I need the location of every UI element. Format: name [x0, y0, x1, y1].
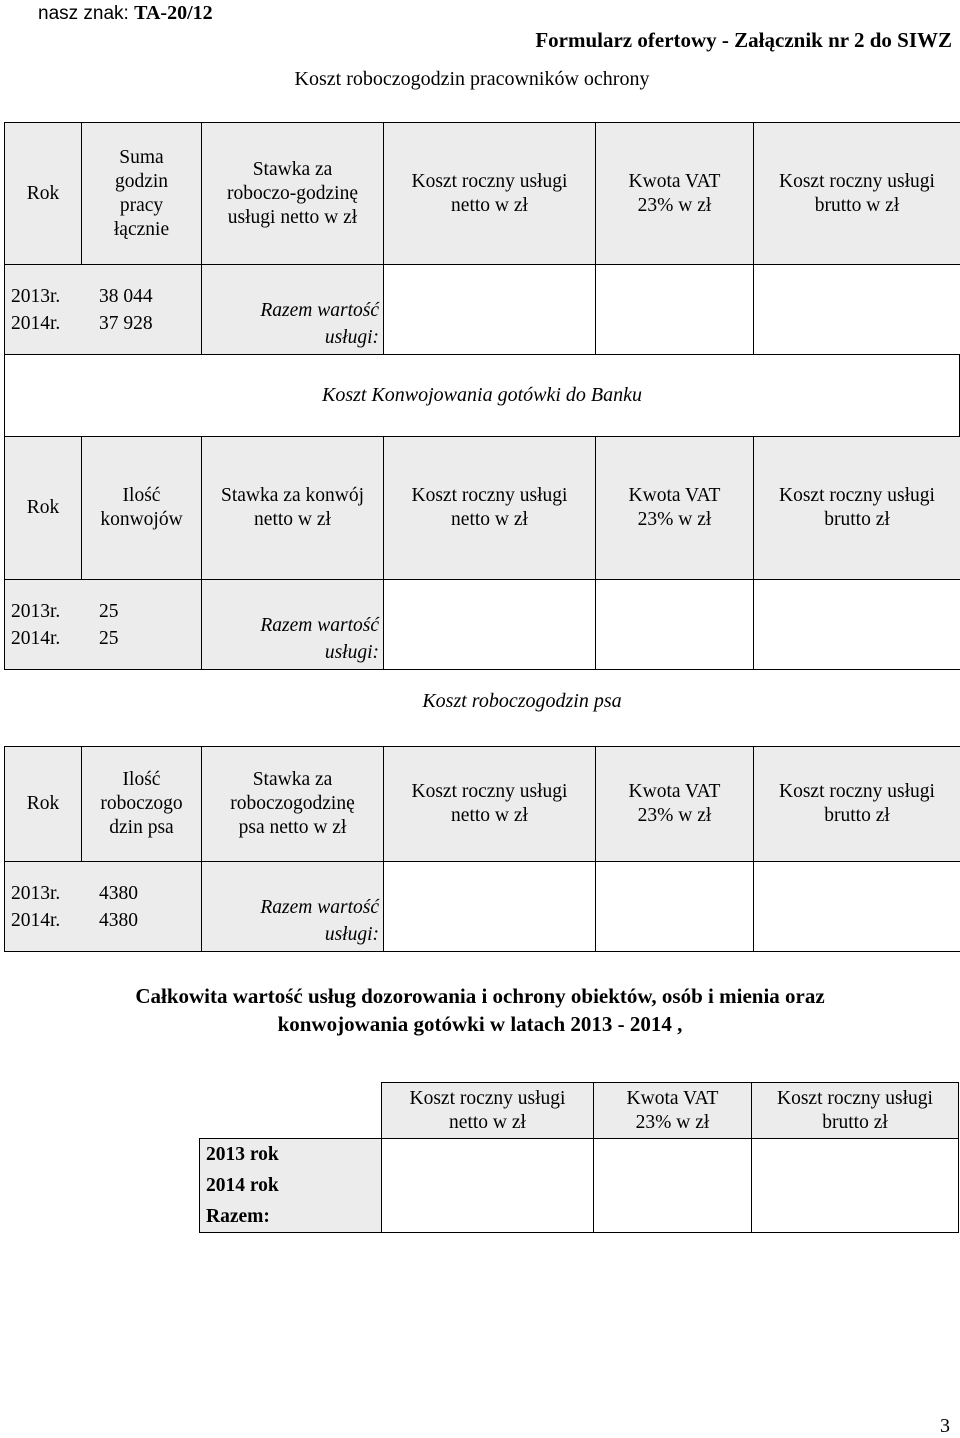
convoy-count: 25 [99, 627, 119, 649]
total-vat-cell[interactable] [594, 1139, 752, 1233]
header-cell: Rok [5, 437, 82, 580]
page-number: 3 [940, 1415, 950, 1437]
net-cost-cell[interactable] [384, 265, 596, 355]
table-row [11, 880, 201, 907]
year-values-cell [5, 580, 202, 670]
security-staff-cost-table [4, 122, 960, 355]
header-cell: Koszt roczny usługi netto w zł [382, 1083, 594, 1139]
header-cell: Ilość konwojów [82, 437, 202, 580]
table-row [11, 283, 201, 310]
vat-cell[interactable] [596, 580, 754, 670]
convoy-count: 25 [99, 600, 119, 622]
year-label: 2014r. [11, 627, 61, 649]
header-cell: Koszt roczny usługi netto w zł [384, 123, 596, 265]
header-cell: Kwota VAT 23% w zł [596, 747, 754, 862]
header-cell: Kwota VAT 23% w zł [596, 437, 754, 580]
row-label-2013: 2013 rok [206, 1144, 279, 1165]
rate-cell[interactable] [202, 265, 384, 355]
row-label-2014: 2014 rok [206, 1175, 279, 1196]
year-label: 2014r. [11, 312, 61, 334]
form-title: Formularz ofertowy - Załącznik nr 2 do SIWZ [535, 28, 952, 52]
total-title-line1: Całkowita wartość usług dozorowania i ochrony obiektów, osób i mienia oraz [135, 984, 825, 1008]
header-cell: Koszt roczny usługi brutto zł [752, 1083, 959, 1139]
rate-cell[interactable] [202, 580, 384, 670]
header-cell: Ilość roboczogo dzin psa [82, 747, 202, 862]
table-row [11, 625, 201, 652]
header-cell: Koszt roczny usługi brutto zł [754, 747, 960, 862]
empty-corner [200, 1083, 382, 1139]
vat-cell[interactable] [596, 862, 754, 952]
header-cell: Koszt roczny usługi netto w zł [384, 437, 596, 580]
header-cell: Koszt roczny usługi netto w zł [384, 747, 596, 862]
table-row [11, 907, 201, 934]
dog-hours-value: 4380 [99, 909, 138, 931]
total-gross-cell[interactable] [752, 1139, 959, 1233]
net-cost-cell[interactable] [384, 580, 596, 670]
header-cell: Stawka za konwój netto w zł [202, 437, 384, 580]
header-cell: Koszt roczny usługi brutto w zł [754, 123, 960, 265]
year-label: 2013r. [11, 600, 61, 622]
total-net-cell[interactable] [382, 1139, 594, 1233]
header-cell: Stawka za roboczo-godzinę usługi netto w zł [202, 123, 384, 265]
net-cost-cell[interactable] [384, 862, 596, 952]
year-label: 2013r. [11, 285, 61, 307]
total-value-title [0, 982, 960, 1038]
year-values-cell [5, 862, 202, 952]
header-cell: Stawka za roboczogodzinę psa netto w zł [202, 747, 384, 862]
row-label-total: Razem: [206, 1206, 270, 1227]
gross-cost-cell[interactable] [754, 580, 960, 670]
sum-label: Razem wartość usługi: [260, 300, 379, 348]
year-label: 2013r. [11, 882, 61, 904]
year-label: 2014r. [11, 909, 61, 931]
table-row [11, 598, 201, 625]
header-cell: Suma godzin pracy łącznie [82, 123, 202, 265]
convoy-cost-table [4, 436, 960, 670]
reference-label: nasz znak: [38, 3, 129, 24]
section2-caption: Koszt Konwojowania gotówki do Banku [4, 354, 960, 436]
total-summary-table [199, 1082, 959, 1233]
hours-value: 37 928 [99, 312, 153, 334]
year-values-cell [5, 265, 202, 355]
table-row [11, 310, 201, 337]
vat-cell[interactable] [596, 265, 754, 355]
section3-caption: Koszt roboczogodzin psa [422, 690, 622, 712]
dog-hours-cost-table [4, 746, 960, 952]
reference-number [38, 2, 213, 25]
reference-value: TA-20/12 [134, 2, 213, 24]
total-title-line2: konwojowania gotówki w latach 2013 - 2014 , [277, 1012, 683, 1036]
hours-value: 38 044 [99, 285, 153, 307]
gross-cost-cell[interactable] [754, 862, 960, 952]
header-cell: Rok [5, 747, 82, 862]
dog-hours-value: 4380 [99, 882, 138, 904]
gross-cost-cell[interactable] [754, 265, 960, 355]
section1-caption-text: Koszt roboczogodzin pracowników ochrony [294, 68, 650, 90]
header-cell: Kwota VAT 23% w zł [594, 1083, 752, 1139]
sum-label: Razem wartość usługi: [260, 897, 379, 945]
summary-row-labels [200, 1139, 382, 1233]
header-cell: Koszt roczny usługi brutto zł [754, 437, 960, 580]
header-cell: Kwota VAT 23% w zł [596, 123, 754, 265]
header-cell: Rok [5, 123, 82, 265]
rate-cell[interactable] [202, 862, 384, 952]
section1-caption [0, 68, 960, 91]
sum-label: Razem wartość usługi: [260, 615, 379, 663]
